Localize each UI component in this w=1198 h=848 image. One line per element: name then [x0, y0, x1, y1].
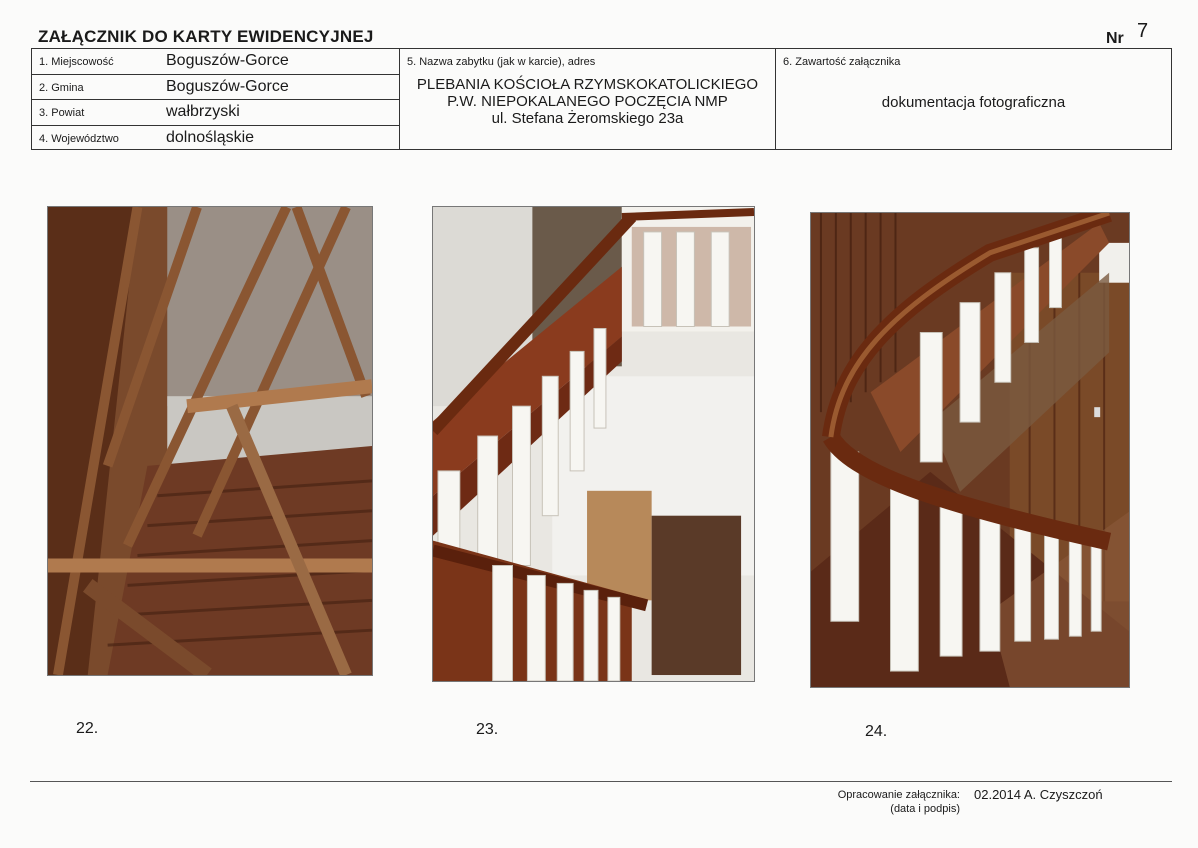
- county-label: 3. Powiat: [39, 107, 85, 119]
- monument-address: ul. Stefana Żeromskiego 23a: [491, 110, 684, 127]
- caption-24: 24.: [865, 723, 888, 740]
- row-locality: [32, 49, 399, 75]
- handrail-image: [811, 213, 1129, 687]
- photo-24: [810, 212, 1130, 688]
- locality-value: Boguszów-Gorce: [166, 52, 289, 69]
- monument-name: [400, 76, 775, 127]
- attachment-label: 6. Zawartość załącznika: [783, 56, 901, 68]
- voivodeship-label: 4. Województwo: [39, 133, 119, 145]
- header-table: [31, 48, 1172, 150]
- prep-value: 02.2014 A. Czyszczoń: [974, 787, 1103, 802]
- prep-label: [790, 788, 960, 816]
- attachment-value: dokumentacja fotograficzna: [881, 94, 1066, 111]
- county-value: wałbrzyski: [166, 103, 240, 120]
- locality-label: 1. Miejscowość: [39, 56, 114, 68]
- row-voivodeship: [32, 126, 399, 150]
- footer-divider: [30, 781, 1172, 782]
- monument-line-2: P.W. NIEPOKALANEGO POCZĘCIA NMP: [447, 93, 728, 110]
- attachment-column: [776, 49, 1171, 149]
- row-county: [32, 100, 399, 126]
- photo-22: [47, 206, 373, 676]
- page-title: ZAŁĄCZNIK DO KARTY EWIDENCYJNEJ: [38, 27, 374, 46]
- roof-truss-image: [48, 207, 372, 675]
- voivodeship-value: dolnośląskie: [166, 129, 255, 146]
- nr-label: Nr: [1106, 30, 1124, 47]
- prep-label-main: Opracowanie załącznika:: [837, 789, 960, 801]
- commune-label: 2. Gmina: [39, 82, 84, 94]
- monument-column: [400, 49, 776, 149]
- caption-22: 22.: [76, 720, 99, 737]
- stairwell-image: [433, 207, 754, 681]
- location-column: [32, 49, 400, 149]
- caption-23: 23.: [476, 721, 499, 738]
- monument-label: 5. Nazwa zabytku (jak w karcie), adres: [407, 56, 596, 68]
- monument-line-1: PLEBANIA KOŚCIOŁA RZYMSKOKATOLICKIEGO: [416, 76, 759, 93]
- prep-label-sub: (data i podpis): [890, 803, 960, 815]
- commune-value: Boguszów-Gorce: [166, 78, 289, 95]
- row-commune: [32, 75, 399, 100]
- nr-value: 7: [1137, 20, 1149, 42]
- photo-23: [432, 206, 755, 682]
